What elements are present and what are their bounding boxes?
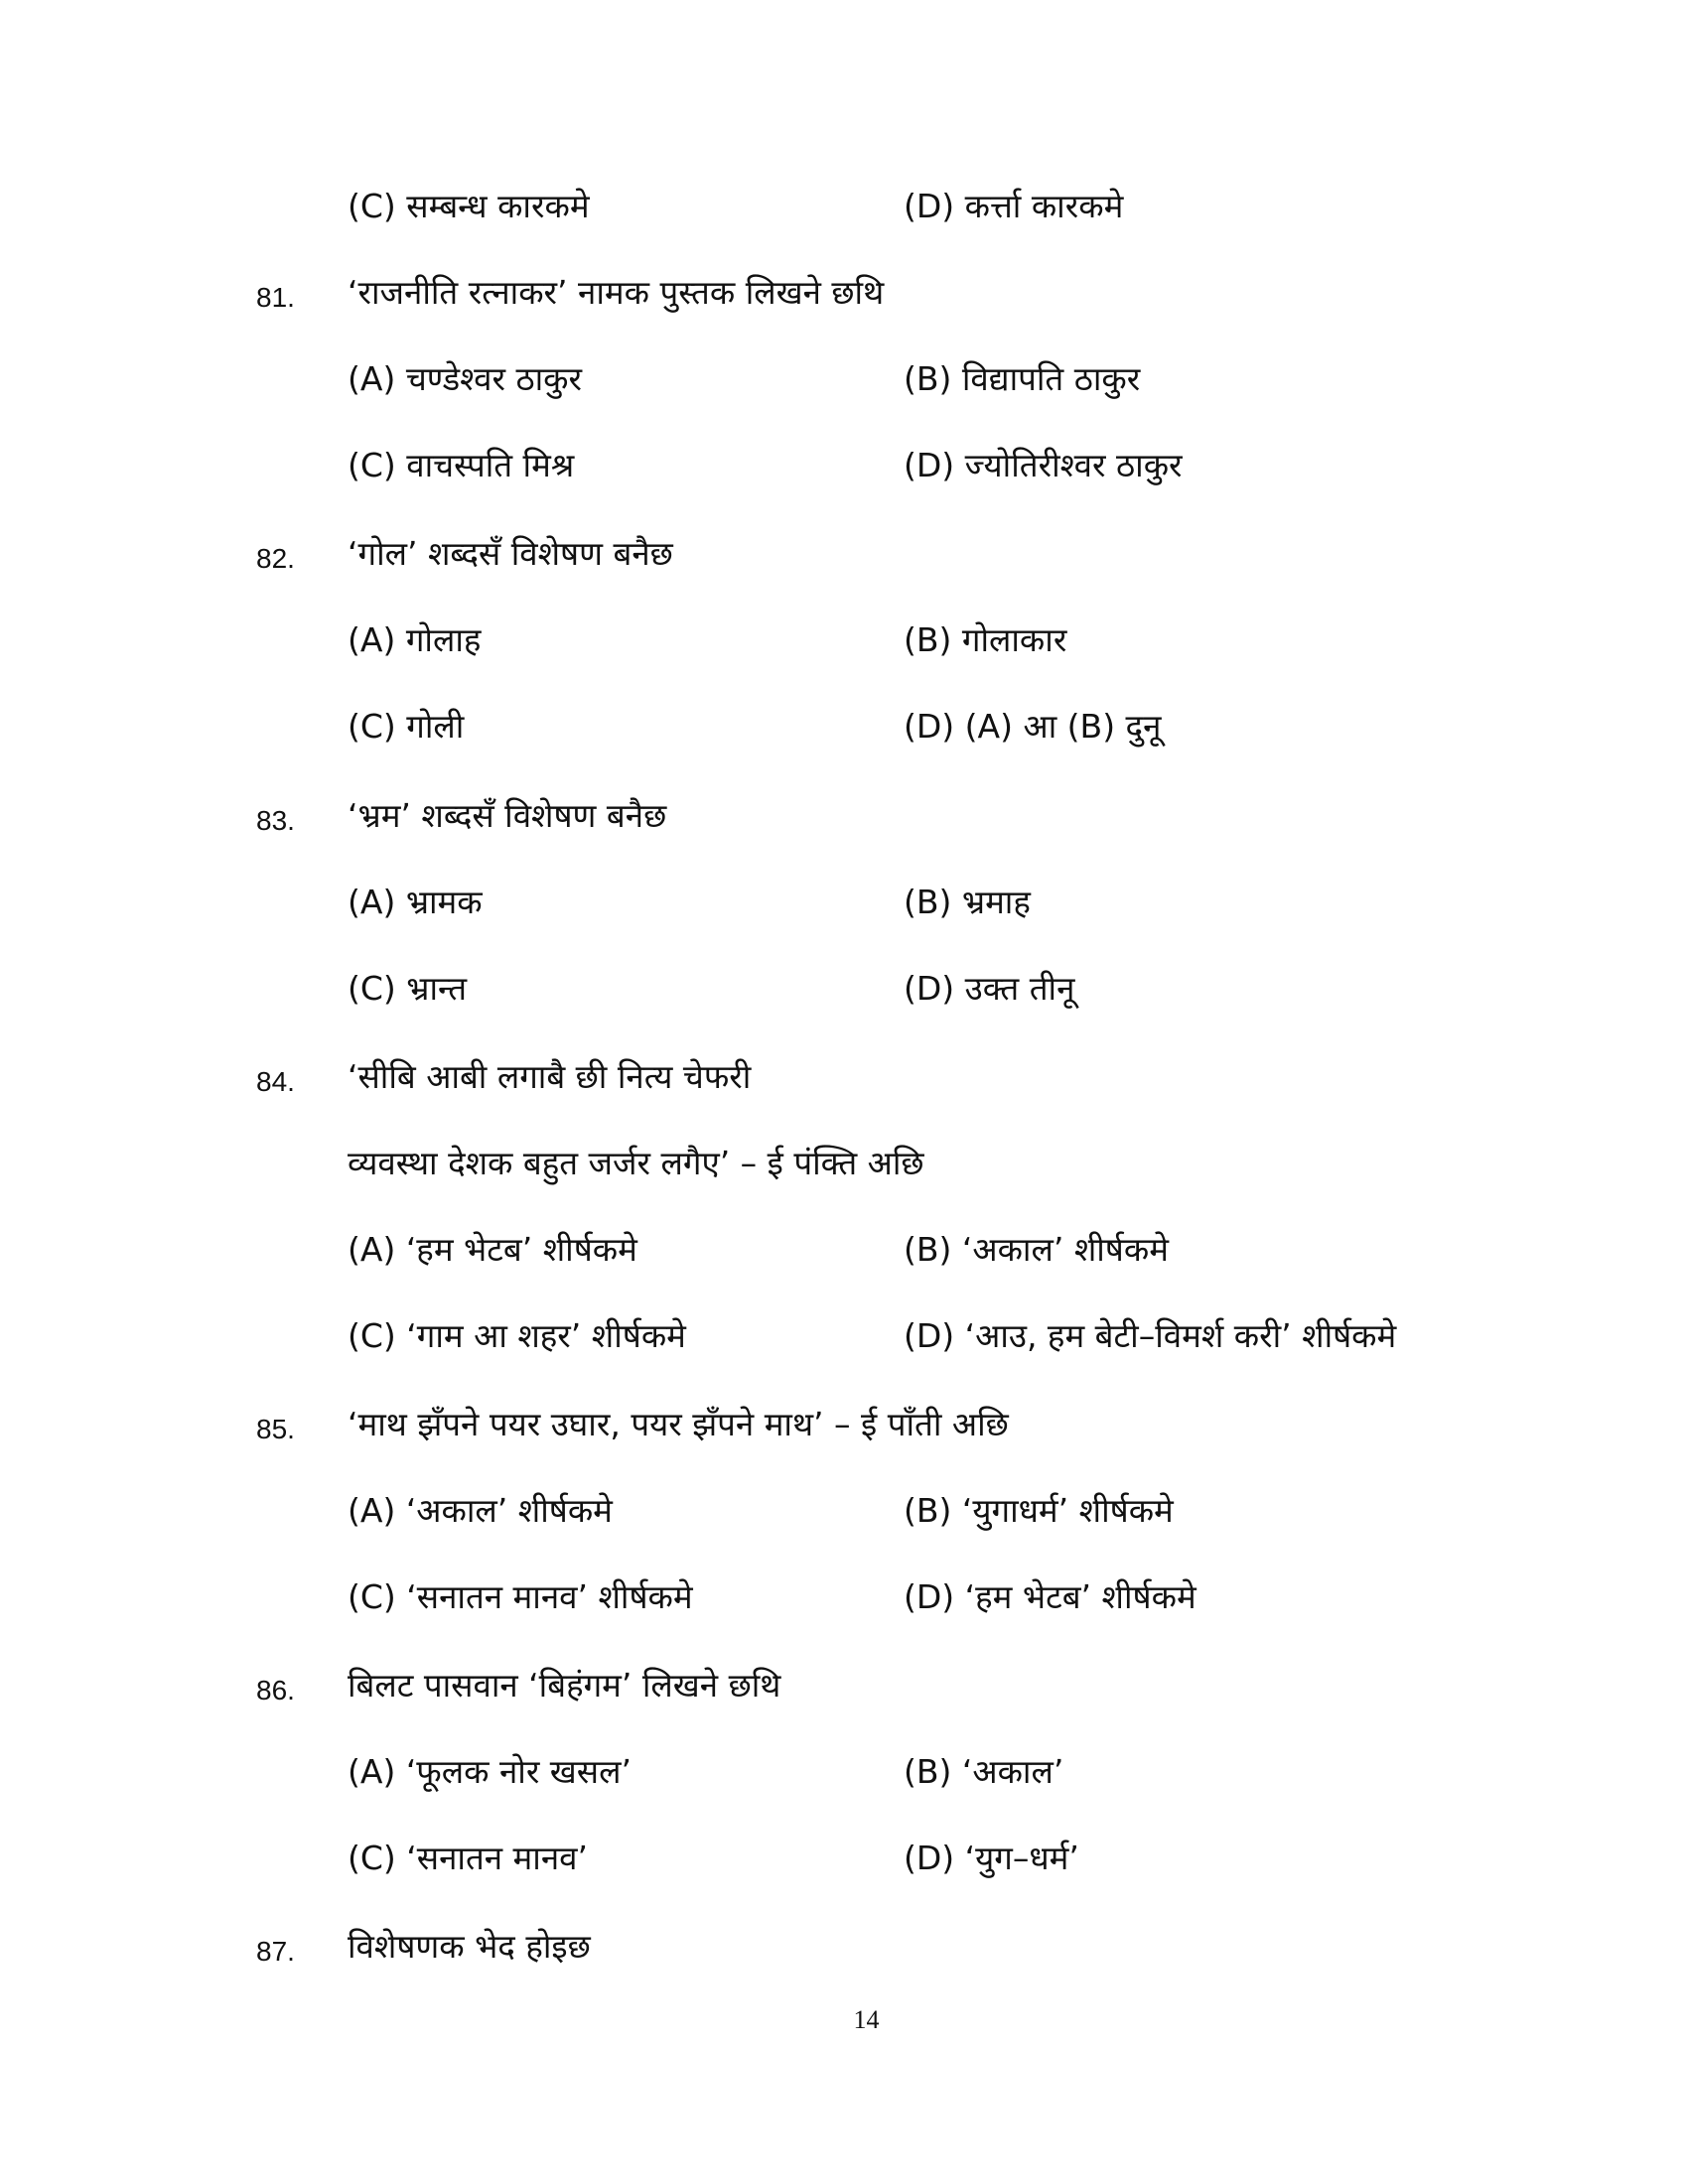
option-a: (A) भ्रामक [348, 883, 483, 921]
option-c: (C) गोली [348, 707, 465, 746]
question-stem-line-1: ‘सीबि आबी लगाबै छी नित्य चेफरी [348, 1057, 752, 1096]
option-c-prev: (C) सम्बन्ध कारकमे [348, 187, 590, 225]
question-number: 85. [256, 1414, 295, 1444]
option-a: (A) ‘फूलक नोर खसल’ [348, 1752, 632, 1791]
option-d: (D) ‘हम भेटब’ शीर्षकमे [904, 1577, 1196, 1616]
option-d: (D) उक्त तीनू [904, 969, 1075, 1008]
option-a: (A) चण्डेश्वर ठाकुर [348, 359, 583, 398]
question-number: 82. [256, 543, 295, 574]
question-number: 83. [256, 805, 295, 836]
page-number: 14 [853, 2005, 880, 2034]
question-number: 81. [256, 282, 295, 313]
option-a: (A) ‘अकाल’ शीर्षकमे [348, 1491, 613, 1530]
question-stem: ‘भ्रम’ शब्दसँ विशेषण बनैछ [348, 796, 667, 835]
option-b: (B) गोलाकार [904, 620, 1067, 659]
question-stem: ‘माथ झँपने पयर उघार, पयर झँपने माथ’ – ई पाँती अछि [348, 1405, 1009, 1443]
question-stem: विशेषणक भेद होइछ [348, 1927, 591, 1966]
option-b: (B) ‘अकाल’ [904, 1752, 1064, 1791]
question-stem: ‘राजनीति रत्नाकर’ नामक पुस्तक लिखने छथि [348, 273, 885, 312]
option-b: (B) विद्यापति ठाकुर [904, 359, 1141, 398]
option-d: (D) ‘आउ, हम बेटी–विमर्श करी’ शीर्षकमे [904, 1316, 1397, 1355]
option-a: (A) गोलाह [348, 620, 482, 659]
option-c: (C) वाचस्पति मिश्र [348, 446, 575, 484]
question-number: 86. [256, 1675, 295, 1706]
option-c: (C) ‘सनातन मानव’ [348, 1839, 588, 1877]
option-b: (B) ‘अकाल’ शीर्षकमे [904, 1230, 1169, 1269]
question-stem-line-2: व्यवस्था देशक बहुत जर्जर लगैए’ – ई पंक्ति अछि [348, 1144, 924, 1182]
option-d: (D) (A) आ (B) दुनू [904, 707, 1162, 746]
question-stem: बिलट पासवान ‘बिहंगम’ लिखने छथि [348, 1666, 781, 1705]
option-d: (D) ज्योतिरीश्वर ठाकुर [904, 446, 1183, 484]
question-number: 84. [256, 1066, 295, 1097]
option-a: (A) ‘हम भेटब’ शीर्षकमे [348, 1230, 637, 1269]
option-c: (C) भ्रान्त [348, 969, 468, 1008]
option-b: (B) ‘युगाधर्म’ शीर्षकमे [904, 1491, 1174, 1530]
option-d: (D) ‘युग–धर्म’ [904, 1839, 1079, 1877]
option-d-prev: (D) कर्त्ता कारकमे [904, 187, 1124, 225]
option-c: (C) ‘गाम आ शहर’ शीर्षकमे [348, 1316, 686, 1355]
question-stem: ‘गोल’ शब्दसँ विशेषण बनैछ [348, 534, 673, 573]
option-c: (C) ‘सनातन मानव’ शीर्षकमे [348, 1577, 693, 1616]
option-b: (B) भ्रमाह [904, 883, 1031, 921]
question-number: 87. [256, 1936, 295, 1967]
